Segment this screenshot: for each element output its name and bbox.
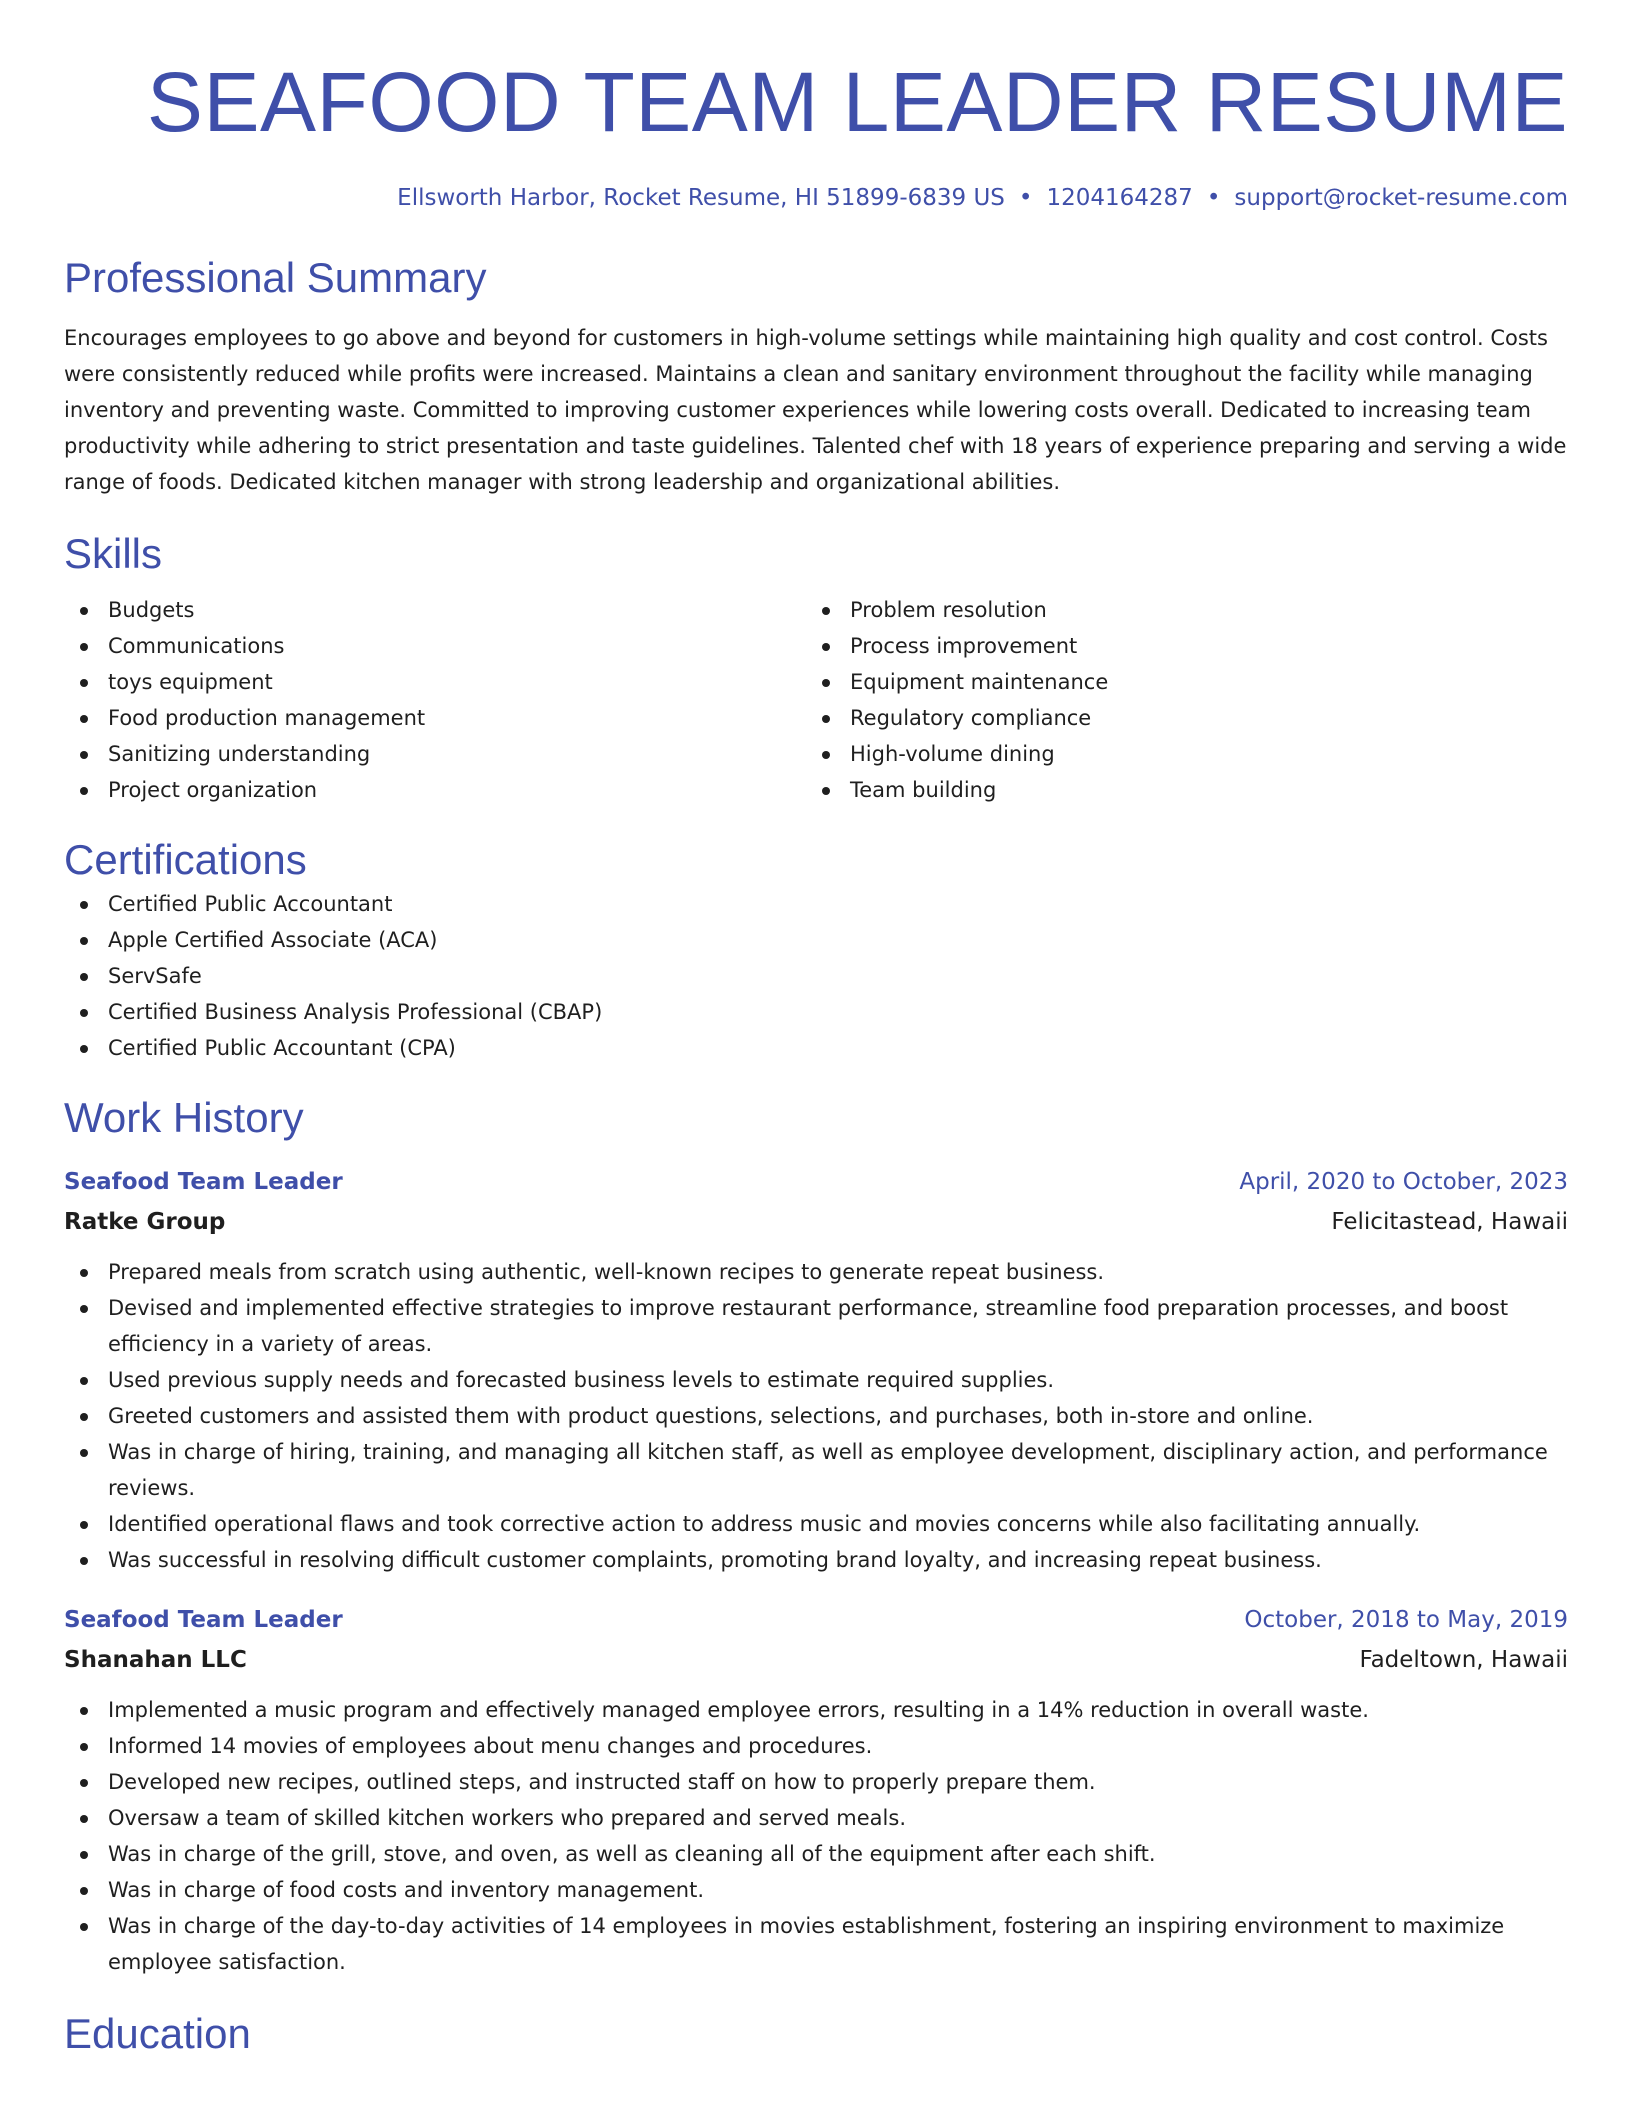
job-bullet: Used previous supply needs and forecasted business levels to estimate required supplies.	[64, 1362, 1568, 1398]
summary-text: Encourages employees to go above and beyond for customers in high-volume settings while maintaining high quality and cost control. Costs were consistently reduced while profits were increased. Maintains a clean and sanitary environment throughout the facility while managing inventory and preventing waste. Committed to improving customer experiences while lowering costs overall. Dedicated to increasing team productivity while adhering to strict presentation and taste guidelines. Talented chef with 18 years of experience preparing and serving a wide range of foods. Dedicated kitchen manager with strong leadership and organizational abilities.	[64, 326, 1567, 494]
job-bullet: Was in charge of hiring, training, and managing all kitchen staff, as well as employee development, disciplinary action, and performance reviews.	[64, 1434, 1568, 1506]
certifications-list	[64, 886, 1568, 1066]
resume-header	[64, 0, 1568, 214]
job-company: Ratke Group	[64, 1209, 226, 1235]
skill-item: High-volume dining	[806, 736, 1548, 772]
skill-item: Process improvement	[806, 628, 1548, 664]
job-location: Felicitastead, Hawaii	[1331, 1209, 1568, 1235]
job-bullet: Greeted customers and assisted them with product questions, selections, and purchases, both in-store and online.	[64, 1398, 1568, 1434]
job-bullet: Prepared meals from scratch using authentic, well-known recipes to generate repeat business.	[64, 1254, 1568, 1290]
job-bullet: Was successful in resolving difficult customer complaints, promoting brand loyalty, and increasing repeat business.	[64, 1542, 1568, 1578]
certification-item: Apple Certified Associate (ACA)	[64, 922, 1568, 958]
certification-item: Certified Public Accountant (CPA)	[64, 1030, 1568, 1066]
job-bullet: Developed new recipes, outlined steps, and instructed staff on how to properly prepare them.	[64, 1764, 1568, 1800]
job-bullet-list	[64, 1254, 1568, 1578]
contact-separator: •	[1206, 185, 1221, 211]
skill-item: toys equipment	[64, 664, 806, 700]
job-company-row	[64, 1202, 1568, 1242]
skills-list-left	[64, 592, 806, 808]
skill-item: Budgets	[64, 592, 806, 628]
job-header-row	[64, 1600, 1568, 1640]
section-title-skills: Skills	[64, 530, 163, 577]
job-company: Shanahan LLC	[64, 1647, 247, 1673]
skill-item: Equipment maintenance	[806, 664, 1548, 700]
job-bullet: Implemented a music program and effectively managed employee errors, resulting in a 14% reduction in overall waste.	[64, 1692, 1568, 1728]
contact-line	[64, 182, 1568, 214]
skills-column-left	[64, 592, 806, 808]
skill-item: Regulatory compliance	[806, 700, 1548, 736]
skills-grid	[64, 592, 1568, 808]
skill-item: Food production management	[64, 700, 806, 736]
job-bullet-list	[64, 1692, 1568, 1980]
job-dates: April, 2020 to October, 2023	[1239, 1169, 1568, 1195]
section-title-certifications: Certifications	[64, 836, 307, 883]
certification-item: Certified Business Analysis Professional (CBAP)	[64, 994, 1568, 1030]
section-title-education: Education	[64, 2010, 251, 2057]
job-entry	[64, 1600, 1568, 1980]
skill-item: Team building	[806, 772, 1548, 808]
job-header-row	[64, 1162, 1568, 1202]
skill-item: Communications	[64, 628, 806, 664]
skill-item: Problem resolution	[806, 592, 1548, 628]
job-bullet: Identified operational flaws and took corrective action to address music and movies concerns while also facilitating annually.	[64, 1506, 1568, 1542]
job-title: Seafood Team Leader	[64, 1169, 343, 1195]
contact-phone[interactable]: 1204164287	[1046, 185, 1193, 211]
job-title: Seafood Team Leader	[64, 1607, 343, 1633]
job-dates: October, 2018 to May, 2019	[1244, 1607, 1568, 1633]
skill-item: Project organization	[64, 772, 806, 808]
job-company-row	[64, 1640, 1568, 1680]
job-bullet: Devised and implemented effective strategies to improve restaurant performance, streamline food preparation processes, and boost efficiency in a variety of areas.	[64, 1290, 1568, 1362]
resume-page	[64, 0, 1568, 2060]
job-bullet: Informed 14 movies of employees about menu changes and procedures.	[64, 1728, 1568, 1764]
job-location: Fadeltown, Hawaii	[1359, 1647, 1568, 1673]
job-bullet: Was in charge of the day-to-day activities of 14 employees in movies establishment, fostering an inspiring environment to maximize employee satisfaction.	[64, 1908, 1568, 1980]
contact-separator: •	[1018, 185, 1033, 211]
contact-email[interactable]: support@rocket-resume.com	[1234, 185, 1568, 211]
job-entry	[64, 1162, 1568, 1578]
resume-title: SEAFOOD TEAM LEADER RESUME	[146, 55, 1568, 149]
job-bullet: Was in charge of the grill, stove, and oven, as well as cleaning all of the equipment after each shift.	[64, 1836, 1568, 1872]
job-bullet: Oversaw a team of skilled kitchen workers who prepared and served meals.	[64, 1800, 1568, 1836]
certification-item: ServSafe	[64, 958, 1568, 994]
job-bullet: Was in charge of food costs and inventory management.	[64, 1872, 1568, 1908]
skills-column-right	[806, 592, 1548, 808]
section-title-work-history: Work History	[64, 1094, 304, 1141]
section-title-summary: Professional Summary	[64, 254, 487, 301]
skills-list-right	[806, 592, 1548, 808]
skill-item: Sanitizing understanding	[64, 736, 806, 772]
contact-address: Ellsworth Harbor, Rocket Resume, HI 51899-6839 US	[397, 185, 1005, 211]
certification-item: Certified Public Accountant	[64, 886, 1568, 922]
